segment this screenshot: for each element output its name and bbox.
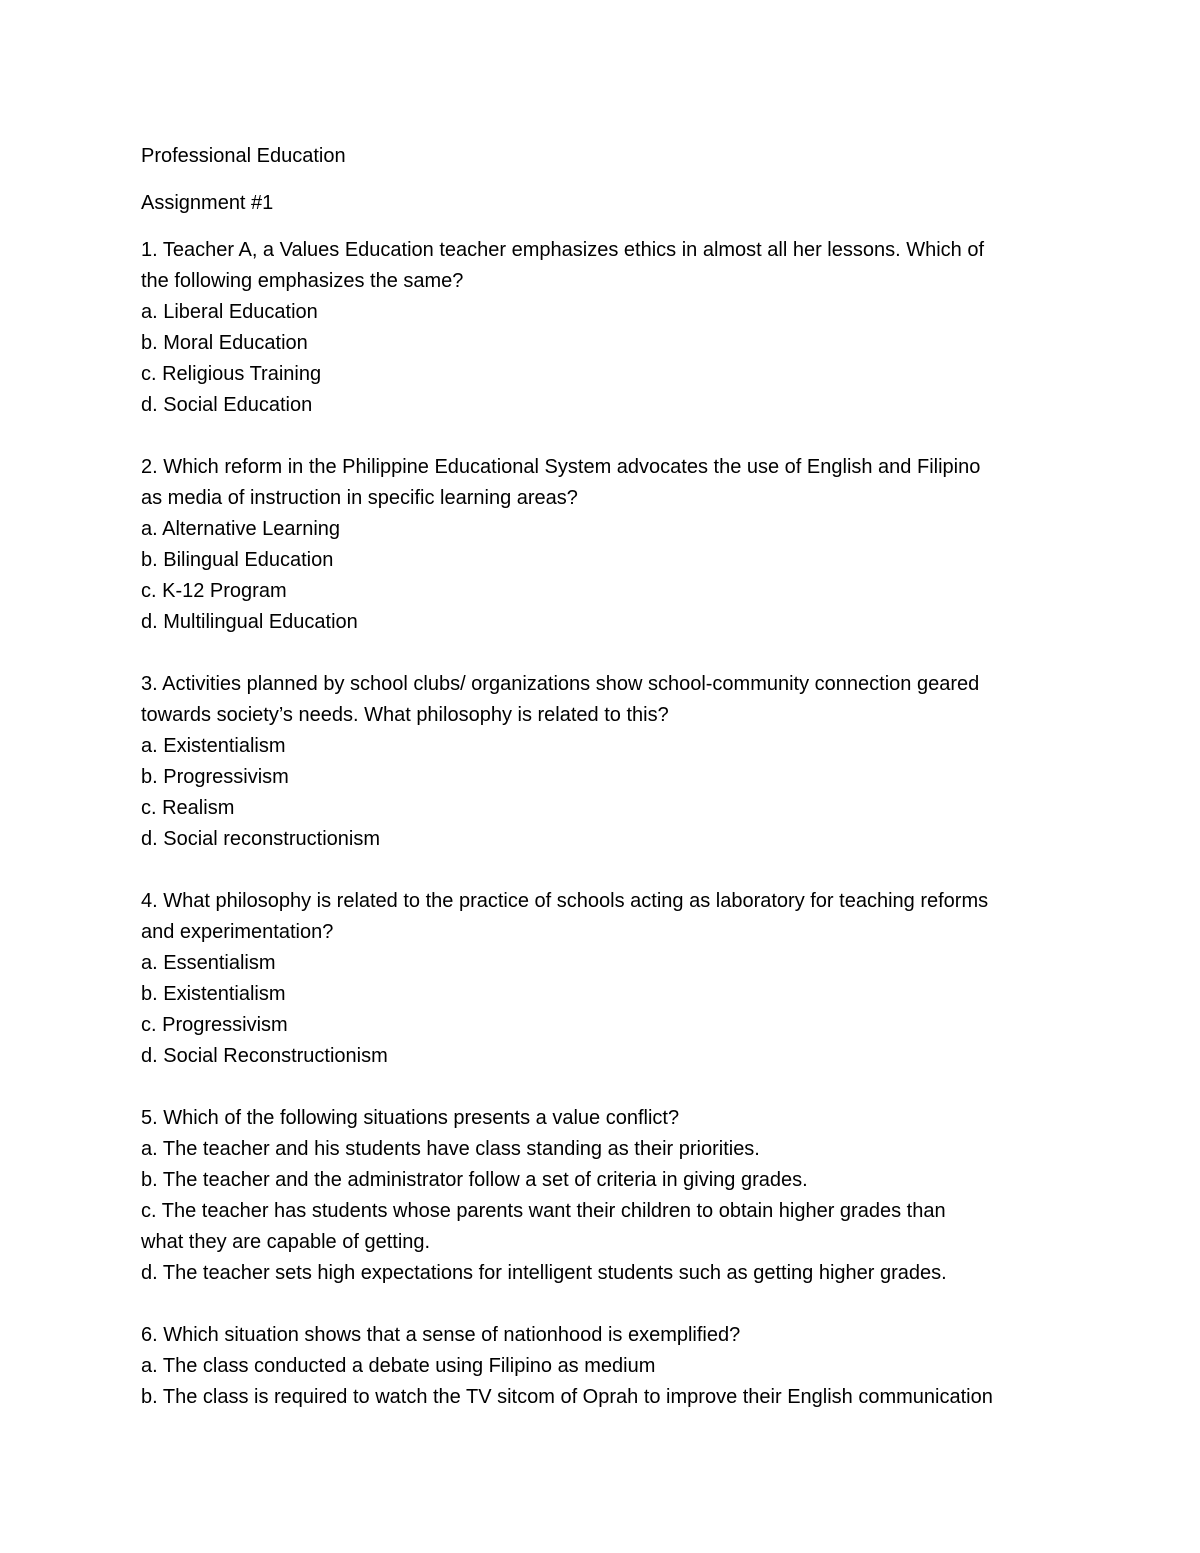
question-block [141, 886, 1081, 1072]
document-content [141, 141, 1081, 1444]
question-block [141, 452, 1081, 638]
answer-option-line: b. Moral Education [141, 332, 308, 354]
answer-option-line: d. Social reconstructionism [141, 828, 380, 850]
answer-option-line: d. Social Reconstructionism [141, 1045, 388, 1067]
question-block [141, 235, 1081, 421]
question-stem-line: towards society’s needs. What philosophy is related to this? [141, 704, 669, 726]
question-stem-line: 2. Which reform in the Philippine Educational System advocates the use of English and Filipino [141, 456, 981, 478]
answer-option-line: a. The class conducted a debate using Filipino as medium [141, 1355, 656, 1377]
answer-option-line: d. Social Education [141, 394, 313, 416]
answer-option-line: d. Multilingual Education [141, 611, 358, 633]
answer-option-line: c. The teacher has students whose parents want their children to obtain higher grades than [141, 1200, 946, 1222]
question-block [141, 669, 1081, 855]
answer-option-line: what they are capable of getting. [141, 1231, 431, 1253]
question-stem-line: 3. Activities planned by school clubs/ organizations show school-community connection geared [141, 673, 980, 695]
course-title: Professional Education [141, 145, 346, 167]
answer-option-line: c. K-12 Program [141, 580, 287, 602]
answer-option-line: a. Alternative Learning [141, 518, 341, 540]
assignment-title: Assignment #1 [141, 192, 274, 214]
question-stem-line: 5. Which of the following situations presents a value conflict? [141, 1107, 680, 1129]
answer-option-line: b. The class is required to watch the TV sitcom of Oprah to improve their English communication [141, 1386, 993, 1408]
question-stem-line: 4. What philosophy is related to the practice of schools acting as laboratory for teaching reforms [141, 890, 989, 912]
answer-option-line: b. Bilingual Education [141, 549, 334, 571]
answer-option-line: b. The teacher and the administrator follow a set of criteria in giving grades. [141, 1169, 808, 1191]
answer-option-line: a. Existentialism [141, 735, 286, 757]
answer-option-line: a. Essentialism [141, 952, 276, 974]
answer-option-line: d. The teacher sets high expectations for intelligent students such as getting higher grades. [141, 1262, 947, 1284]
answer-option-line: b. Progressivism [141, 766, 289, 788]
answer-option-line: a. Liberal Education [141, 301, 318, 323]
question-stem-line: 1. Teacher A, a Values Education teacher emphasizes ethics in almost all her lessons. Which of [141, 239, 985, 261]
answer-option-line: c. Progressivism [141, 1014, 288, 1036]
question-block [141, 1320, 1081, 1413]
question-block [141, 1103, 1081, 1289]
answer-option-line: c. Religious Training [141, 363, 322, 385]
question-stem-line: the following emphasizes the same? [141, 270, 464, 292]
question-stem-line: 6. Which situation shows that a sense of nationhood is exemplified? [141, 1324, 741, 1346]
answer-option-line: a. The teacher and his students have class standing as their priorities. [141, 1138, 760, 1160]
answer-option-line: c. Realism [141, 797, 235, 819]
question-stem-line: as media of instruction in specific learning areas? [141, 487, 578, 509]
question-list [141, 235, 1081, 1413]
answer-option-line: b. Existentialism [141, 983, 286, 1005]
question-stem-line: and experimentation? [141, 921, 334, 943]
